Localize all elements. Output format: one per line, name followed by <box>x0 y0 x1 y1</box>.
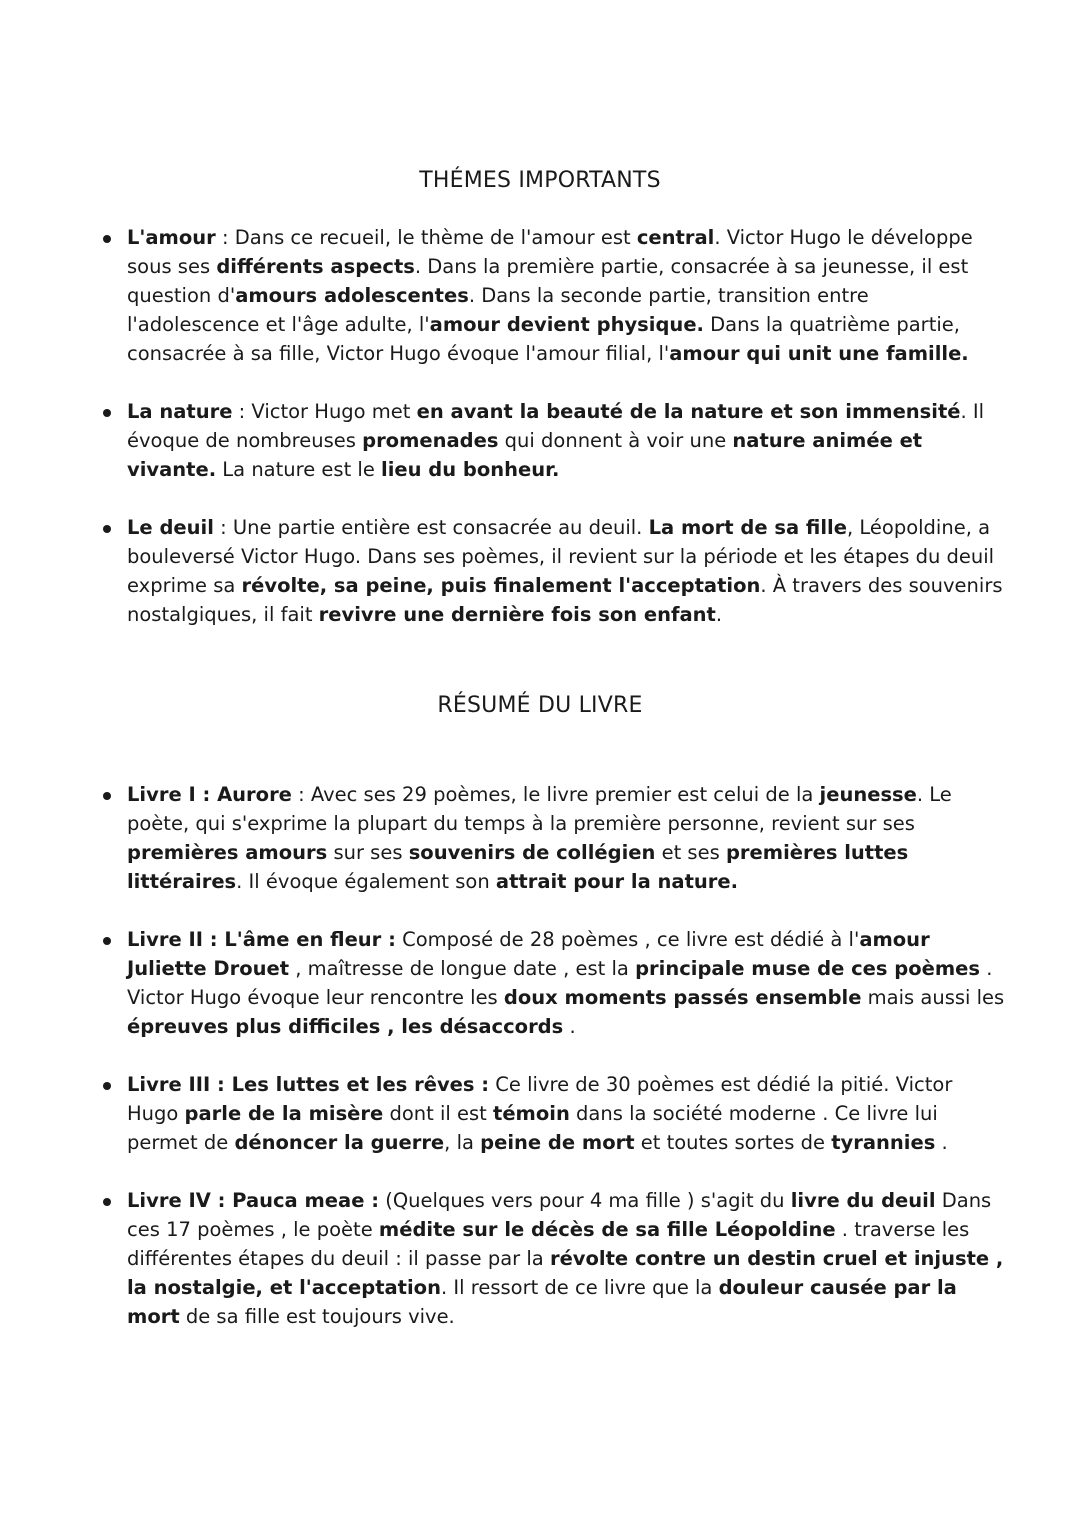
bold-text: épreuves plus difficiles , les désaccords <box>127 1015 564 1038</box>
text-run: : Avec ses 29 poèmes, le livre premier est celui de la <box>291 783 820 806</box>
text-run: dont il est <box>383 1102 493 1125</box>
bold-text: amour devient physique. <box>429 313 704 336</box>
bold-text: révolte, sa peine, puis finalement l'acceptation <box>241 574 761 597</box>
text-run: . Dans la seconde partie, transition entre l'adolescence et l'âge adulte, l' <box>127 284 869 336</box>
bold-text: amours adolescentes <box>235 284 469 307</box>
list-item <box>127 780 1007 896</box>
text-run: et ses <box>655 841 726 864</box>
resume-title: RÉSUMÉ DU LIVRE <box>437 693 643 718</box>
bold-text: tyrannies <box>831 1131 936 1154</box>
text-run: dans la société moderne . Ce livre lui permet de <box>127 1102 938 1154</box>
text-run: . <box>935 1131 948 1154</box>
bold-text: amour qui unit une famille. <box>669 342 969 365</box>
text-run: Dans la quatrième partie, consacrée à sa fille, Victor Hugo évoque l'amour filial, l' <box>127 313 960 365</box>
list-item <box>127 513 1007 629</box>
text-run: . Victor Hugo le développe sous ses <box>127 226 973 278</box>
text-run: sur ses <box>327 841 409 864</box>
text-run: La nature est le <box>216 458 382 481</box>
text-run: , Léopoldine, a bouleversé Victor Hugo. Dans ses poèmes, il revient sur la période et les étapes du deuil exprime sa <box>127 516 995 597</box>
bullet-icon <box>103 235 111 243</box>
text-run: . <box>715 603 723 626</box>
bold-text: promenades <box>362 429 499 452</box>
livre-1-text <box>127 783 952 893</box>
bold-text: La nature <box>127 400 233 423</box>
text-run: et toutes sortes de <box>634 1131 832 1154</box>
text-run: Composé de 28 poèmes , ce livre est dédié à l' <box>395 928 860 951</box>
bold-text: jeunesse <box>819 783 917 806</box>
bold-text: en avant la beauté de la nature et son immensité <box>416 400 961 423</box>
bold-text: Livre II : L'âme en fleur : <box>127 928 396 951</box>
bold-text: dénoncer la guerre <box>234 1131 445 1154</box>
theme-deuil-text <box>127 516 1003 626</box>
bold-text: Le deuil <box>127 516 214 539</box>
text-run: qui donnent à voir une <box>498 429 733 452</box>
bold-text: peine de mort <box>480 1131 635 1154</box>
text-run: . Il évoque également son <box>236 870 496 893</box>
bold-text: douleur causée par la mort <box>127 1276 957 1328</box>
bold-text: médite sur le décès de sa fille Léopoldine <box>378 1218 836 1241</box>
livre-4-text <box>127 1189 1003 1328</box>
list-item <box>127 1186 1007 1331</box>
bold-text: attrait pour la nature. <box>495 870 739 893</box>
bullet-icon <box>103 1082 111 1090</box>
theme-nature-text <box>127 400 984 481</box>
bold-text: Livre III : Les luttes et les rêves : <box>127 1073 490 1096</box>
bold-text: différents aspects <box>216 255 415 278</box>
bold-text: La mort de sa fille <box>648 516 847 539</box>
bullet-icon <box>103 409 111 417</box>
text-run: . Il ressort de ce livre que la <box>440 1276 719 1299</box>
bullet-icon <box>103 937 111 945</box>
bold-text: souvenirs de collégien <box>408 841 656 864</box>
text-run: . traverse les différentes étapes du deuil : il passe par la <box>127 1218 970 1270</box>
themes-list <box>127 223 1007 629</box>
text-run: (Quelques vers pour 4 ma fille ) s'agit du <box>379 1189 791 1212</box>
bold-text: premières luttes littéraires <box>127 841 909 893</box>
bold-text: Livre IV : Pauca meae : <box>127 1189 380 1212</box>
text-run: : Dans ce recueil, le thème de l'amour est <box>215 226 637 249</box>
text-run: . <box>563 1015 576 1038</box>
bold-text: premières amours <box>127 841 328 864</box>
text-run: . Victor Hugo évoque leur rencontre les <box>127 957 993 1009</box>
text-run: , la <box>444 1131 481 1154</box>
text-run: . Il évoque de nombreuses <box>127 400 985 452</box>
text-run: : Victor Hugo met <box>232 400 417 423</box>
bold-text: révolte contre un destin cruel et injuste , la nostalgie, et l'acceptation <box>127 1247 1004 1299</box>
bold-text: livre du deuil <box>790 1189 936 1212</box>
bold-text: revivre une dernière fois son enfant <box>318 603 716 626</box>
resume-list <box>127 780 1007 1331</box>
text-run: de sa fille est toujours vive. <box>179 1305 455 1328</box>
text-run: Ce livre de 30 poèmes est dédié la pitié. Victor Hugo <box>127 1073 953 1125</box>
bullet-icon <box>103 792 111 800</box>
text-run: Dans ces 17 poèmes , le poète <box>127 1189 992 1241</box>
bold-text: principale muse de ces poèmes <box>635 957 980 980</box>
bold-text: Livre I : Aurore <box>127 783 292 806</box>
bold-text: doux moments passés ensemble <box>503 986 862 1009</box>
bullet-icon <box>103 1198 111 1206</box>
bullet-icon <box>103 525 111 533</box>
bold-text: central <box>636 226 715 249</box>
livre-2-text <box>127 928 1004 1038</box>
list-item <box>127 397 1007 484</box>
text-run: . Dans la première partie, consacrée à sa jeunesse, il est question d' <box>127 255 969 307</box>
theme-amour-text <box>127 226 973 365</box>
list-item <box>127 1070 1007 1157</box>
bold-text: témoin <box>493 1102 570 1125</box>
text-run: mais aussi les <box>861 986 1005 1009</box>
bold-text: parle de la misère <box>184 1102 384 1125</box>
bold-text: L'amour <box>127 226 216 249</box>
bold-text: amour Juliette Drouet <box>127 928 930 980</box>
text-run: , maîtresse de longue date , est la <box>289 957 636 980</box>
text-run: . Le poète, qui s'exprime la plupart du temps à la première personne, revient sur ses <box>127 783 952 835</box>
list-item <box>127 223 1007 368</box>
livre-3-text <box>127 1073 952 1154</box>
list-item <box>127 925 1007 1041</box>
bold-text: lieu du bonheur. <box>381 458 560 481</box>
text-run: . À travers des souvenirs nostalgiques, il fait <box>127 574 1003 626</box>
themes-title: THÉMES IMPORTANTS <box>419 168 661 193</box>
text-run: : Une partie entière est consacrée au deuil. <box>213 516 649 539</box>
bold-text: nature animée et vivante. <box>127 429 923 481</box>
